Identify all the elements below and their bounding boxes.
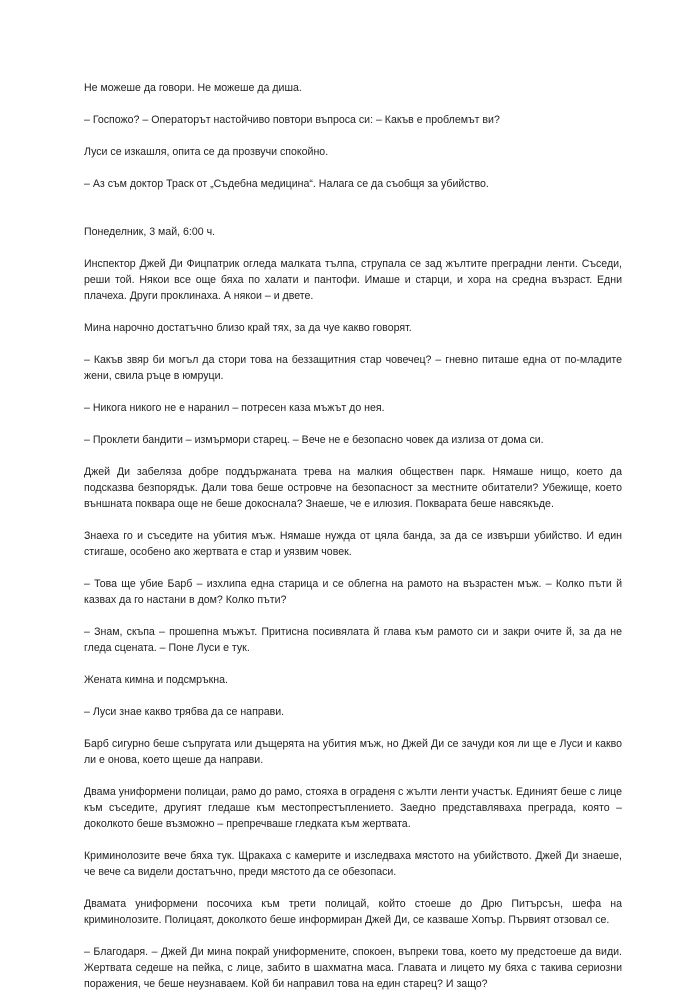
- paragraph: Не можеше да говори. Не можеше да диша.: [84, 82, 302, 94]
- paragraph: Луси се изкашля, опита се да прозвучи спокойно.: [84, 146, 329, 158]
- paragraph: – Госпожо? – Операторът настойчиво повтори въпроса си: – Какъв е проблемът ви?: [84, 114, 500, 126]
- paragraph: – Какъв звяр би могъл да стори това на беззащитния стар човечец? – гневно питаше една от по-младите жени, свила ръце в юмруци.: [84, 354, 622, 382]
- paragraph: – Благодаря. – Джей Ди мина покрай униформените, спокоен, въпреки това, което му предстоеше да види. Жертвата седеше на пейка, с лице, забито в шахматна маса. Главата и лицето му бяха с такива сериозни поражения, че беше неузнаваем. Кой би направил това на един старец? И защо?: [84, 946, 622, 990]
- paragraph: Двамата униформени посочиха към трети полицай, който стоеше до Дрю Питърсън, шефа на криминолозите. Полицаят, доколкото беше информиран Джей Ди, се казваше Хопър. Първият отзовал се.: [84, 898, 622, 926]
- paragraph: Джей Ди забеляза добре поддържаната трева на малкия обществен парк. Нямаше нищо, което да подсказва безпорядък. Дали това беше островче на безопасност за местните обитатели? Убежище, което външната поквара още не беше докоснала? Знаеше, че е илюзия. Покварата беше навсякъде.: [84, 466, 622, 510]
- paragraph: – Луси знае какво трябва да се направи.: [84, 706, 285, 718]
- section-heading: Понеделник, 3 май, 6:00 ч.: [84, 226, 216, 238]
- paragraph: – Знам, скъпа – прошепна мъжът. Притисна посивялата й глава към рамото си и закри очите й, за да не гледа сцената. – Поне Луси е тук.: [84, 626, 622, 654]
- paragraph: Знаеха го и съседите на убития мъж. Нямаше нужда от цяла банда, за да се извърши убийство. И един стигаше, особено ако жертвата е стар и уязвим човек.: [84, 530, 622, 558]
- paragraph: – Проклети бандити – измърмори старец. – Вече не е безопасно човек да излиза от дома си.: [84, 434, 544, 446]
- paragraph: Жената кимна и подсмръкна.: [84, 674, 228, 686]
- paragraph: Барб сигурно беше съпругата или дъщерята на убития мъж, но Джей Ди се зачуди коя ли ще е Луси и какво ли е онова, което щеше да направи.: [84, 738, 622, 766]
- document-body: [84, 80, 622, 1008]
- paragraph: – Това ще убие Барб – изхлипа една старица и се облегна на рамото на възрастен мъж. – Колко пъти й казвах да го настани в дом? Колко пъти?: [84, 578, 622, 606]
- paragraph: – Аз съм доктор Траск от „Съдебна медицина“. Налага се да съобщя за убийство.: [84, 178, 489, 190]
- paragraph: Криминолозите вече бяха тук. Щракаха с камерите и изследваха мястото на убийството. Джей Ди знаеше, че вече са видели достатъчно, преди мястото да се обезопаси.: [84, 850, 622, 878]
- paragraph: Двама униформени полицаи, рамо до рамо, стояха в ограденя с жълти ленти участък. Единият беше с лице към съседите, другият гледаше към местопрестъплението. Заедно представляваха преграда, която – доколкото беше възможно – препречваше гледката към жертвата.: [84, 786, 622, 830]
- paragraph: – Никога никого не е наранил – потресен каза мъжът до нея.: [84, 402, 385, 414]
- paragraph: Инспектор Джей Ди Фицпатрик огледа малката тълпа, струпала се зад жълтите преградни ленти. Съседи, реши той. Някои все още бяха по халати и пантофи. Имаше и старци, и хора на средна възраст. Едни плачеха. Други проклинаха. А някои – и двете.: [84, 258, 622, 302]
- paragraph: Мина нарочно достатъчно близо край тях, за да чуе какво говорят.: [84, 322, 412, 334]
